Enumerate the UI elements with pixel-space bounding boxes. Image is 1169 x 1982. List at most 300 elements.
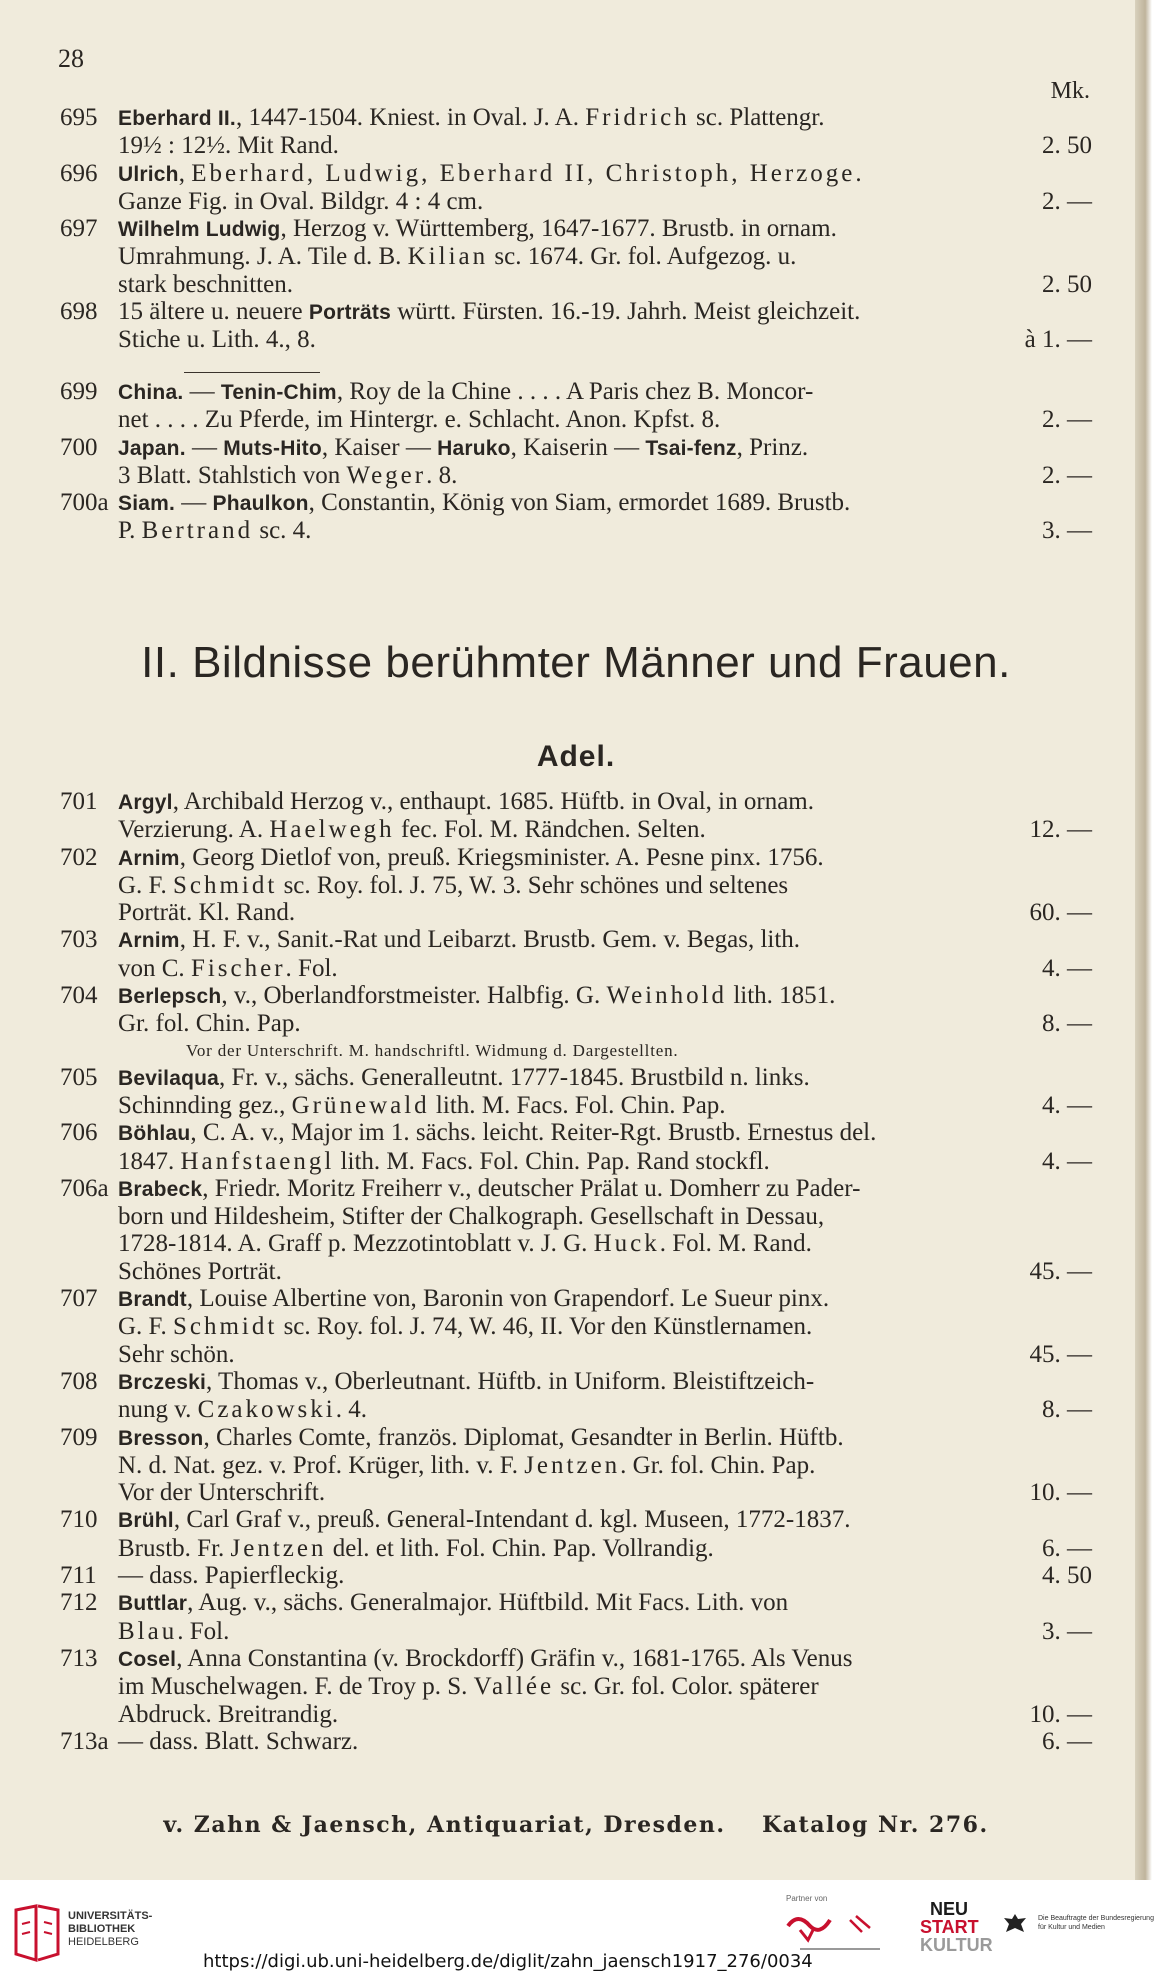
entry-name: Siam. bbox=[118, 492, 176, 516]
entry-name: Brandt bbox=[118, 1288, 187, 1312]
entry-segment: Brustb. Fr. bbox=[118, 1534, 231, 1562]
entry-text bbox=[118, 104, 825, 132]
entry-text bbox=[118, 271, 293, 298]
entry-text bbox=[118, 1341, 235, 1368]
entry-price: 60. — bbox=[1029, 899, 1092, 927]
entry-line bbox=[60, 1368, 1092, 1396]
entry-text bbox=[118, 1506, 851, 1534]
entry-name: Porträts bbox=[308, 301, 391, 325]
artist-name: Czakowski bbox=[197, 1396, 336, 1424]
entry-segment: Ganze Fig. in Oval. Bildgr. 4 : 4 cm. bbox=[118, 187, 484, 215]
entry-price: 4. 50 bbox=[1042, 1562, 1092, 1590]
entry-segment: 1847. bbox=[118, 1147, 181, 1175]
entry-number: 696 bbox=[60, 159, 98, 187]
entry-line bbox=[60, 1728, 1092, 1755]
entry-segment: Porträt. Kl. Rand. bbox=[118, 899, 296, 927]
entry-name: Arnim bbox=[118, 929, 180, 953]
artist-name: Grünewald bbox=[291, 1091, 430, 1119]
entries-wuerttemberg bbox=[60, 104, 1092, 354]
artist-name: Vallée bbox=[473, 1673, 555, 1701]
entry-segment: born und Hildesheim, Stifter der Chalkograph. Gesellschaft in Dessau, bbox=[118, 1203, 825, 1231]
catalog-entry bbox=[60, 1175, 1092, 1285]
entry-segment: , C. A. v., Major im 1. sächs. leicht. Reiter-Rgt. Brustb. Ernestus del. bbox=[190, 1119, 877, 1147]
entry-number: 700 bbox=[60, 433, 98, 461]
entry-segment: lith. M. Facs. Fol. Chin. Pap. bbox=[429, 1091, 726, 1119]
entry-segment: , Roy de la Chine . . . . A Paris chez B. Moncor- bbox=[336, 378, 814, 405]
entry-line bbox=[60, 517, 1092, 544]
entry-segment: — dass. Blatt. Schwarz. bbox=[118, 1727, 359, 1755]
entry-name: Brabeck bbox=[118, 1177, 203, 1201]
entry-segment: G. F. bbox=[118, 871, 173, 899]
entry-segment: net . . . . Zu Pferde, im Hintergr. e. Schlacht. Anon. Kpfst. 8. bbox=[118, 406, 721, 434]
entry-segment: Verzierung. A. bbox=[118, 816, 270, 844]
catalog-entry bbox=[60, 160, 1092, 216]
entry-text bbox=[118, 1589, 788, 1617]
artist-name: Schmidt bbox=[172, 1313, 278, 1341]
entry-price: 2. 50 bbox=[1042, 132, 1092, 160]
entry-text bbox=[118, 1673, 819, 1700]
entry-number: 704 bbox=[60, 982, 98, 1010]
entry-line bbox=[60, 298, 1092, 326]
entry-text bbox=[118, 1119, 876, 1147]
catalog-footer bbox=[0, 1812, 1152, 1838]
entry-text bbox=[118, 1479, 325, 1506]
entry-segment: sc. 4. bbox=[253, 517, 312, 545]
entry-line bbox=[60, 788, 1092, 816]
entry-segment: Abdruck. Breitrandig. bbox=[118, 1700, 339, 1728]
entry-line bbox=[60, 1424, 1092, 1452]
artist-name: Jentzen bbox=[230, 1534, 327, 1562]
entry-price: à 1. — bbox=[1024, 326, 1092, 354]
entry-name: Muts-Hito bbox=[223, 436, 322, 460]
entry-line bbox=[60, 326, 1092, 353]
entry-segment: lith. M. Facs. Fol. Chin. Pap. Rand stockfl. bbox=[334, 1147, 770, 1175]
entry-price: 10. — bbox=[1029, 1479, 1092, 1507]
entry-text bbox=[118, 462, 457, 489]
entry-segment: . 8. bbox=[426, 461, 458, 489]
entry-segment: , Fr. v., sächs. Generalleutnt. 1777-1845. Brustbild n. links. bbox=[219, 1063, 810, 1091]
catalog-entry bbox=[60, 1645, 1092, 1728]
entry-name: Argyl bbox=[118, 791, 173, 814]
catalog-entry bbox=[60, 434, 1092, 490]
entry-segment: , Aug. v., sächs. Generalmajor. Hüftbild. Mit Facs. Lith. von bbox=[187, 1589, 789, 1617]
catalog-entry bbox=[60, 1562, 1092, 1589]
entry-price: 45. — bbox=[1029, 1257, 1092, 1285]
entry-line bbox=[60, 1175, 1092, 1203]
page-number: 28 bbox=[58, 44, 84, 73]
entry-line bbox=[60, 243, 1092, 270]
entry-line bbox=[60, 160, 1092, 188]
entry-name: Ulrich bbox=[118, 162, 179, 186]
entry-segment: 3 Blatt. Stahlstich von bbox=[118, 461, 347, 489]
entry-text bbox=[118, 215, 837, 243]
entry-note: Vor der Unterschrift. M. handschriftl. Widmung d. Dargestellten. bbox=[186, 1040, 679, 1060]
entry-line bbox=[60, 1701, 1092, 1728]
entry-line bbox=[60, 1618, 1092, 1645]
entry-line bbox=[60, 215, 1092, 243]
entry-text bbox=[118, 1452, 815, 1479]
entry-number: 700a bbox=[60, 489, 109, 517]
entry-segment: , Prinz. bbox=[736, 433, 809, 461]
entry-segment: N. d. Nat. gez. v. Prof. Krüger, lith. v. F. bbox=[118, 1451, 525, 1479]
entry-text bbox=[118, 406, 720, 433]
entry-line bbox=[60, 1479, 1092, 1506]
entry-line bbox=[60, 1285, 1092, 1313]
entry-name: Buttlar bbox=[118, 1592, 188, 1616]
entry-number: 713 bbox=[60, 1644, 98, 1672]
entry-segment: , Archibald Herzog v., enthaupt. 1685. Hüftb. in Oval, in ornam. bbox=[172, 788, 814, 815]
entry-line bbox=[60, 1064, 1092, 1092]
artist-name: Eberhard, Ludwig, Eberhard II, Christoph, Herzoge. bbox=[191, 159, 865, 187]
partner-label: Partner von bbox=[786, 1894, 828, 1903]
entry-text bbox=[118, 378, 813, 406]
entry-line bbox=[60, 1258, 1092, 1285]
entry-number: 713a bbox=[60, 1727, 109, 1755]
entry-text bbox=[118, 1092, 726, 1119]
footer-publisher: v. Zahn & Jaensch, Antiquariat, Dresden. bbox=[163, 1812, 726, 1838]
entry-line bbox=[60, 1535, 1092, 1562]
entry-line bbox=[60, 955, 1092, 982]
entry-number: 709 bbox=[60, 1423, 98, 1451]
entry-text bbox=[118, 1424, 844, 1452]
entry-text bbox=[118, 1728, 358, 1755]
catalog-entry bbox=[60, 982, 1092, 1064]
entry-segment: G. F. bbox=[118, 1313, 173, 1341]
entry-segment: 19½ : 12½. Mit Rand. bbox=[118, 132, 339, 160]
entry-name: Tsai-fenz bbox=[645, 436, 737, 460]
entry-price: 2. — bbox=[1042, 187, 1092, 215]
catalog-entry bbox=[60, 926, 1092, 982]
entry-number: 695 bbox=[60, 104, 98, 131]
entry-name: Bresson bbox=[118, 1426, 204, 1450]
entry-segment: Stiche u. Lith. 4., 8. bbox=[118, 326, 316, 354]
entry-text bbox=[118, 1618, 229, 1645]
entry-number: 699 bbox=[60, 378, 98, 405]
entry-segment: nung v. bbox=[118, 1396, 198, 1424]
entry-line bbox=[60, 378, 1092, 406]
entry-segment: , H. F. v., Sanit.-Rat und Leibarzt. Brustb. Gem. v. Begas, lith. bbox=[179, 926, 801, 954]
entry-text bbox=[118, 816, 706, 843]
entry-line bbox=[60, 462, 1092, 489]
entry-segment: . Fol. M. Rand. bbox=[659, 1230, 812, 1258]
catalog-entry bbox=[60, 1368, 1092, 1424]
entry-segment: sc. Gr. fol. Color. späterer bbox=[554, 1673, 819, 1701]
artist-name: Schmidt bbox=[172, 871, 278, 899]
entry-text bbox=[118, 1562, 344, 1589]
entry-line bbox=[60, 982, 1092, 1010]
entry-text bbox=[118, 489, 850, 517]
entry-text bbox=[118, 1064, 810, 1092]
entry-name: Arnim bbox=[118, 846, 180, 870]
entry-number: 701 bbox=[60, 788, 98, 815]
entry-name: Japan. bbox=[118, 436, 186, 460]
entry-segment: P. bbox=[118, 517, 142, 545]
entry-price: 45. — bbox=[1029, 1340, 1092, 1368]
artist-name: Huck bbox=[593, 1230, 660, 1258]
catalog-entry bbox=[60, 788, 1092, 844]
entry-segment: lith. 1851. bbox=[727, 982, 836, 1010]
entry-line bbox=[60, 489, 1092, 517]
entry-text bbox=[118, 1645, 853, 1673]
entry-name: Wilhelm Ludwig bbox=[118, 218, 281, 242]
entry-price: 2. — bbox=[1042, 461, 1092, 489]
catalog-entry bbox=[60, 1424, 1092, 1507]
ub-text-line1: UNIVERSITÄTS- bbox=[68, 1910, 153, 1922]
catalog-entry bbox=[60, 378, 1092, 434]
catalog-entry bbox=[60, 489, 1092, 545]
entry-segment: , Louise Albertine von, Baronin von Grapendorf. Le Sueur pinx. bbox=[186, 1285, 830, 1313]
separator-rule bbox=[184, 372, 320, 373]
entry-name: Brühl bbox=[118, 1509, 174, 1533]
entry-segment: , bbox=[178, 159, 192, 187]
entry-price: 12. — bbox=[1029, 816, 1092, 844]
entries-asia bbox=[60, 378, 1092, 545]
entry-text bbox=[118, 899, 295, 926]
entry-line bbox=[60, 926, 1092, 954]
entry-segment: , v., Oberlandforstmeister. Halbfig. G. bbox=[221, 982, 607, 1010]
entry-segment: — bbox=[185, 433, 224, 461]
entry-segment: — bbox=[175, 489, 213, 517]
entry-line bbox=[60, 1119, 1092, 1147]
entry-segment: , Thomas v., Oberleutnant. Hüftb. in Uniform. Bleistiftzeich- bbox=[206, 1367, 815, 1395]
entry-text bbox=[118, 1230, 812, 1257]
entry-segment: , Kaiserin — bbox=[510, 433, 646, 461]
entry-price: 2. — bbox=[1042, 406, 1092, 434]
section-title: II. Bildnisse berühmter Männer und Frauen. bbox=[141, 638, 1011, 687]
catalog-entry bbox=[60, 1506, 1092, 1562]
ub-text-line2: BIBLIOTHEK bbox=[68, 1923, 136, 1935]
entry-text bbox=[118, 955, 338, 982]
entry-line bbox=[60, 1506, 1092, 1534]
neustart-neu: NEU bbox=[929, 1899, 968, 1919]
catalog-entry bbox=[60, 1589, 1092, 1645]
artist-name: Fridrich bbox=[585, 104, 690, 131]
entry-line bbox=[60, 1396, 1092, 1423]
entry-text bbox=[118, 1010, 301, 1037]
entry-number: 702 bbox=[60, 843, 98, 871]
entry-number: 698 bbox=[60, 298, 98, 326]
entry-segment: sc. Roy. fol. J. 75, W. 3. Sehr schönes und seltenes bbox=[277, 871, 789, 899]
entry-segment: , Constantin, König von Siam, ermordet 1689. Brustb. bbox=[308, 489, 851, 517]
bkm-text-line2: für Kultur und Medien bbox=[1038, 1924, 1105, 1931]
bkm-logo[interactable] bbox=[1000, 1910, 1160, 1950]
entry-segment: — bbox=[183, 378, 221, 405]
entry-price: 3. — bbox=[1042, 1617, 1092, 1645]
entry-text bbox=[118, 1148, 770, 1175]
catalog-entry bbox=[60, 844, 1092, 927]
entry-name: Brczeski bbox=[118, 1370, 206, 1394]
entry-price: 3. — bbox=[1042, 517, 1092, 545]
artist-name: Kilian bbox=[407, 243, 489, 271]
entry-price: 8. — bbox=[1042, 1010, 1092, 1038]
entry-number: 705 bbox=[60, 1063, 98, 1091]
entry-price: 4. — bbox=[1042, 954, 1092, 982]
entry-segment: sc. Roy. fol. J. 74, W. 46, II. Vor den Künstlernamen. bbox=[277, 1313, 813, 1341]
ub-heidelberg-logo[interactable] bbox=[12, 1904, 172, 1964]
entry-text bbox=[118, 1535, 714, 1562]
catalog-entry bbox=[60, 298, 1092, 354]
entry-text bbox=[118, 844, 824, 872]
entry-line bbox=[60, 1148, 1092, 1175]
entry-number: 703 bbox=[60, 926, 98, 954]
entry-segment: sc. 1674. Gr. fol. Aufgezog. u. bbox=[488, 243, 797, 271]
entry-name: Haruko bbox=[437, 436, 511, 460]
entry-price: 2. 50 bbox=[1042, 270, 1092, 298]
entry-segment: . Fol. bbox=[177, 1617, 230, 1645]
subsection-title: Adel. bbox=[536, 740, 616, 773]
neustart-start: START bbox=[920, 1917, 979, 1937]
entry-segment: . 4. bbox=[335, 1396, 367, 1424]
entry-price: 4. — bbox=[1042, 1091, 1092, 1119]
entry-text bbox=[118, 1396, 367, 1423]
entry-segment: fec. Fol. M. Rändchen. Selten. bbox=[394, 816, 706, 844]
entry-line bbox=[60, 271, 1092, 298]
catalog-entry bbox=[60, 104, 1092, 160]
entry-segment: Umrahmung. J. A. Tile d. B. bbox=[118, 243, 408, 271]
entry-line bbox=[60, 1562, 1092, 1589]
entry-line bbox=[60, 872, 1092, 899]
entry-text bbox=[118, 326, 316, 353]
entry-text bbox=[118, 1203, 824, 1230]
entry-text bbox=[118, 188, 483, 215]
entry-segment: württ. Fürsten. 16.-19. Jahrh. Meist gleichzeit. bbox=[391, 298, 861, 326]
entry-text bbox=[118, 788, 814, 816]
entry-name: Böhlau bbox=[118, 1122, 191, 1146]
entry-segment: . Gr. fol. Chin. Pap. bbox=[620, 1451, 816, 1479]
entry-text bbox=[118, 982, 835, 1010]
entry-segment: Gr. fol. Chin. Pap. bbox=[118, 1010, 301, 1038]
entry-name: Bevilaqua bbox=[118, 1066, 220, 1090]
entry-segment: 1728-1814. A. Graff p. Mezzotintoblatt v. J. G. bbox=[118, 1230, 594, 1258]
entry-line bbox=[60, 1452, 1092, 1479]
entry-segment: sc. Plattengr. bbox=[689, 104, 825, 131]
catalog-entry bbox=[60, 1119, 1092, 1175]
entry-line bbox=[60, 816, 1092, 843]
bkm-text-line1: Die Beauftragte der Bundesregierung bbox=[1038, 1915, 1154, 1922]
entry-line bbox=[60, 1645, 1092, 1673]
entry-number: 711 bbox=[60, 1562, 97, 1590]
catalog-entry bbox=[60, 1285, 1092, 1368]
entry-name: Cosel bbox=[118, 1647, 177, 1671]
entry-text bbox=[118, 926, 800, 954]
entry-segment: . Fol. bbox=[285, 954, 338, 982]
catalog-entry bbox=[60, 1728, 1092, 1755]
entry-number: 697 bbox=[60, 215, 98, 243]
entry-line bbox=[60, 899, 1092, 926]
entry-line bbox=[60, 1341, 1092, 1368]
entry-line bbox=[60, 1092, 1092, 1119]
entry-line bbox=[60, 1673, 1092, 1700]
entry-line bbox=[60, 1010, 1092, 1037]
permalink-url[interactable]: https://digi.ub.uni-heidelberg.de/diglit/zahn_jaensch1917_276/0034 bbox=[203, 1951, 813, 1972]
currency-heading: Mk. bbox=[1050, 78, 1090, 104]
artist-name: Jentzen bbox=[524, 1451, 621, 1479]
entry-number: 712 bbox=[60, 1589, 98, 1617]
entry-number: 708 bbox=[60, 1367, 98, 1395]
entry-text bbox=[118, 434, 808, 462]
artist-name: Weinhold bbox=[606, 982, 728, 1010]
ddb-partner-icon[interactable] bbox=[780, 1906, 910, 1956]
entry-text bbox=[118, 243, 796, 270]
entry-name: Berlepsch bbox=[118, 985, 222, 1009]
entry-segment: , Anna Constantina (v. Brockdorff) Gräfin v., 1681-1765. Als Venus bbox=[176, 1644, 853, 1672]
entry-segment: von C. bbox=[118, 954, 191, 982]
entry-text bbox=[118, 1701, 338, 1728]
entries-adel bbox=[60, 788, 1092, 1755]
entry-segment: , Charles Comte, französ. Diplomat, Gesandter in Berlin. Hüftb. bbox=[203, 1423, 844, 1451]
ub-text-line3: HEIDELBERG bbox=[68, 1936, 139, 1948]
entry-segment: Schinnding gez., bbox=[118, 1091, 292, 1119]
neustart-kultur: KULTUR bbox=[920, 1935, 993, 1955]
entry-text bbox=[118, 160, 865, 188]
entry-text bbox=[118, 1368, 814, 1396]
entry-segment: , Friedr. Moritz Freiherr v., deutscher Prälat u. Domherr zu Pader- bbox=[202, 1174, 861, 1202]
entry-line bbox=[60, 188, 1092, 215]
entry-segment: , Georg Dietlof von, preuß. Kriegsminister. A. Pesne pinx. 1756. bbox=[179, 843, 824, 871]
entry-number: 707 bbox=[60, 1285, 98, 1313]
entry-line bbox=[60, 132, 1092, 159]
entry-name: China. bbox=[118, 381, 184, 404]
entry-segment: , 1447-1504. Kniest. in Oval. J. A. bbox=[235, 104, 586, 131]
entry-text bbox=[118, 517, 311, 544]
entry-segment: Schönes Porträt. bbox=[118, 1257, 282, 1285]
entry-number: 706a bbox=[60, 1174, 109, 1202]
entry-text bbox=[118, 872, 788, 899]
entry-segment: , Carl Graf v., preuß. General-Intendant d. kgl. Museen, 1772-1837. bbox=[173, 1506, 851, 1534]
entry-name: Eberhard II. bbox=[118, 107, 236, 130]
neustart-kultur-logo[interactable] bbox=[920, 1899, 993, 1955]
entry-segment: , Herzog v. Württemberg, 1647-1677. Brustb. in ornam. bbox=[280, 215, 837, 243]
footer-catalog-number: Katalog Nr. 276. bbox=[762, 1812, 989, 1838]
entry-segment: im Muschelwagen. F. de Troy p. S. bbox=[118, 1673, 474, 1701]
artist-name: Weger bbox=[346, 461, 427, 489]
entry-line bbox=[60, 844, 1092, 872]
entry-price: 10. — bbox=[1029, 1700, 1092, 1728]
entry-number: 706 bbox=[60, 1119, 98, 1147]
entry-segment: del. et lith. Fol. Chin. Pap. Vollrandig. bbox=[326, 1534, 714, 1562]
entry-segment: stark beschnitten. bbox=[118, 270, 293, 298]
page-edge-shadow bbox=[1135, 0, 1152, 1880]
artist-name: Haelwegh bbox=[269, 816, 395, 844]
artist-name: Hanfstaengl bbox=[180, 1147, 335, 1175]
entry-segment: Vor der Unterschrift. bbox=[118, 1479, 326, 1507]
entry-line bbox=[60, 1313, 1092, 1340]
entry-line bbox=[60, 1589, 1092, 1617]
entry-name: Tenin-Chim bbox=[220, 381, 337, 404]
entry-text bbox=[118, 132, 339, 159]
entry-line bbox=[60, 406, 1092, 433]
entry-segment: — dass. Papierfleckig. bbox=[118, 1562, 345, 1590]
entry-name: Phaulkon bbox=[212, 492, 309, 516]
entry-text bbox=[118, 1313, 812, 1340]
entry-line bbox=[60, 104, 1092, 132]
entry-text bbox=[118, 298, 860, 326]
entry-price: 8. — bbox=[1042, 1396, 1092, 1424]
entry-segment: Sehr schön. bbox=[118, 1340, 235, 1368]
artist-name: Fischer bbox=[190, 954, 286, 982]
ub-heidelberg-icon bbox=[12, 1904, 62, 1962]
entry-text bbox=[118, 1258, 282, 1285]
artist-name: Bertrand bbox=[141, 517, 254, 545]
eagle-icon bbox=[1000, 1910, 1030, 1940]
entry-line bbox=[60, 434, 1092, 462]
entry-price: 6. — bbox=[1042, 1727, 1092, 1755]
entry-price: 6. — bbox=[1042, 1534, 1092, 1562]
entry-segment: , Kaiser — bbox=[321, 433, 438, 461]
entry-text bbox=[118, 1285, 829, 1313]
catalog-entry bbox=[60, 215, 1092, 298]
entry-line bbox=[60, 1203, 1092, 1230]
